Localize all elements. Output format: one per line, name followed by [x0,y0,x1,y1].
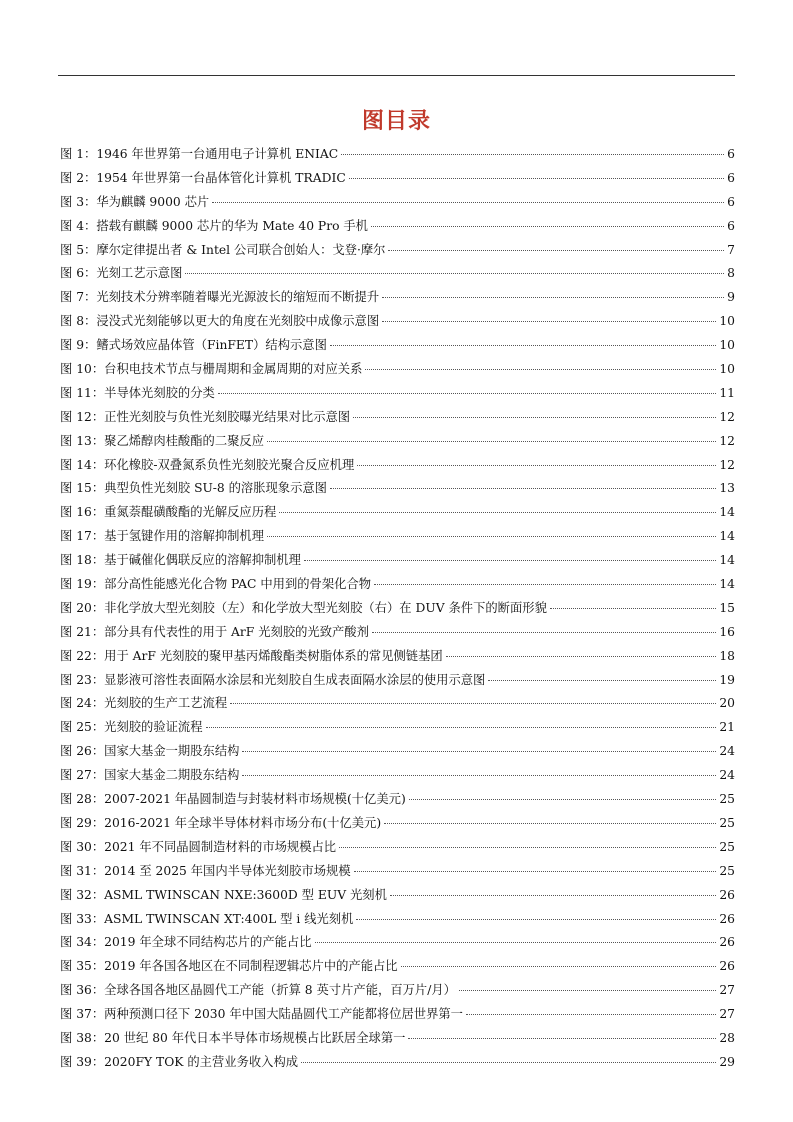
toc-entry[interactable] [60,286,735,310]
toc-entry[interactable] [60,501,735,525]
toc-leader-dots [488,680,716,681]
toc-leader-dots [267,441,716,442]
toc-leader-dots [242,751,716,752]
toc-entry-page: 7 [727,242,735,257]
toc-entry-label: 图 4：搭载有麒麟 9000 芯片的华为 Mate 40 Pro 手机 [60,218,368,233]
toc-leader-dots [390,895,716,896]
toc-entry[interactable] [60,669,735,693]
toc-entry-label: 图 19：部分高性能感光化合物 PAC 中用到的骨架化合物 [60,577,372,592]
toc-leader-dots [304,560,716,561]
toc-leader-dots [466,1014,716,1015]
toc-entry[interactable] [60,1051,735,1075]
toc-entry-label: 图 29：2016-2021 年全球半导体材料市场分布(十亿美元) [60,815,382,830]
toc-entry[interactable] [60,334,735,358]
toc-leader-dots [242,775,716,776]
toc-entry[interactable] [60,382,735,406]
toc-entry[interactable] [60,908,735,932]
toc-entry-page: 9 [727,290,735,305]
toc-leader-dots [371,226,724,227]
toc-entry-label: 图 21：部分具有代表性的用于 ArF 光刻胶的光致产酸剂 [60,624,369,639]
toc-entry-page: 19 [719,672,735,687]
toc-leader-dots [382,297,724,298]
toc-leader-dots [185,273,724,274]
toc-entry-page: 10 [719,338,735,353]
toc-entry-page: 10 [719,314,735,329]
toc-entry-page: 14 [719,505,735,520]
toc-entry[interactable] [60,239,735,263]
toc-leader-dots [374,584,716,585]
toc-entry-label: 图 34：2019 年全球不同结构芯片的产能占比 [60,935,312,950]
toc-entry-label: 图 15：典型负性光刻胶 SU-8 的溶胀现象示意图 [60,481,327,496]
toc-leader-dots [365,369,716,370]
toc-entry-label: 图 12：正性光刻胶与负性光刻胶曝光结果对比示意图 [60,409,351,424]
toc-entry-page: 25 [719,815,735,830]
toc-entry-label: 图 18：基于碱催化偶联反应的溶解抑制机理 [60,553,301,568]
toc-entry-label: 图 32：ASML TWINSCAN NXE:3600D 型 EUV 光刻机 [60,887,387,902]
toc-entry-page: 6 [727,147,735,161]
toc-entry-page: 25 [719,839,735,854]
toc-entry-page: 12 [719,409,735,424]
toc-entry[interactable] [60,812,735,836]
toc-entry-page: 13 [719,481,735,496]
toc-entry[interactable] [60,573,735,597]
toc-entry-label: 图 27：国家大基金二期股东结构 [60,768,240,783]
toc-entry[interactable] [60,454,735,478]
toc-entry[interactable] [60,430,735,454]
toc-leader-dots [446,656,717,657]
toc-entry[interactable] [60,692,735,716]
toc-leader-dots [550,608,716,609]
toc-leader-dots [353,417,716,418]
toc-entry-label: 图 1：1946 年世界第一台通用电子计算机 ENIAC [60,147,339,161]
toc-entry-label: 图 28：2007-2021 年晶圆制造与封装材料市场规模(十亿美元) [60,792,406,807]
toc-leader-dots [330,345,716,346]
toc-leader-dots [349,178,724,179]
toc-entry-label: 图 36：全球各国各地区晶圆代工产能（折算 8 英寸片产能，百万片/月） [60,983,456,998]
toc-entry[interactable] [60,310,735,334]
toc-entry-label: 图 16：重氮萘醌磺酸酯的光解反应历程 [60,505,277,520]
toc-entry[interactable] [60,740,735,764]
page-title: 图目录 [361,109,431,134]
toc-entry[interactable] [60,549,735,573]
toc-leader-dots [408,1038,716,1039]
toc-entry[interactable] [60,788,735,812]
toc-entry[interactable] [60,143,735,167]
toc-entry-label: 图 26：国家大基金一期股东结构 [60,744,240,759]
toc-entry-page: 8 [727,266,735,281]
toc-entry-page: 25 [719,792,735,807]
toc-entry[interactable] [60,860,735,884]
toc-entry-page: 10 [719,362,735,377]
toc-entry[interactable] [60,979,735,1003]
toc-leader-dots [357,465,716,466]
toc-entry-page: 14 [719,577,735,592]
toc-leader-dots [279,512,716,513]
toc-entry[interactable] [60,406,735,430]
toc-entry-label: 图 24：光刻胶的生产工艺流程 [60,696,228,711]
toc-entry-label: 图 2：1954 年世界第一台晶体管化计算机 TRADIC [60,170,346,185]
toc-entry-page: 16 [719,624,735,639]
toc-entry-label: 图 17：基于氢键作用的溶解抑制机理 [60,529,265,544]
toc-leader-dots [354,871,717,872]
toc-leader-dots [356,919,716,920]
toc-entry-label: 图 31：2014 至 2025 年国内半导体光刻胶市场规模 [60,863,351,878]
toc-entry-page: 14 [719,529,735,544]
toc-leader-dots [382,321,716,322]
toc-leader-dots [459,990,716,991]
toc-leader-dots [212,202,724,203]
toc-entry-label: 图 13：聚乙烯醇肉桂酸酯的二聚反应 [60,433,265,448]
toc-entry-page: 11 [719,385,735,400]
toc-entry-label: 图 6：光刻工艺示意图 [60,266,183,281]
toc-entry-page: 15 [719,600,735,615]
toc-entry-label: 图 14：环化橡胶-双叠氮系负性光刻胶光聚合反应机理 [60,457,355,472]
toc-entry-page: 24 [719,744,735,759]
toc-entry-label: 图 30：2021 年不同晶圆制造材料的市场规模占比 [60,839,337,854]
toc-entry[interactable] [60,215,735,239]
header-rule [58,75,735,76]
toc-entry-page: 12 [719,433,735,448]
toc-leader-dots [218,393,717,394]
toc-entry-label: 图 5：摩尔定律提出者 & Intel 公司联合创始人：戈登·摩尔 [60,242,386,257]
figure-list [60,143,735,1075]
toc-entry-page: 21 [719,720,735,735]
toc-leader-dots [341,154,724,155]
toc-entry[interactable] [60,525,735,549]
toc-entry[interactable] [60,931,735,955]
toc-entry-label: 图 20：非化学放大型光刻胶（左）和化学放大型光刻胶（右）在 DUV 条件下的断面形貌 [60,600,547,615]
toc-leader-dots [315,942,717,943]
toc-entry-label: 图 38：20 世纪 80 年代日本半导体市场规模占比跃居全球第一 [60,1030,406,1045]
toc-entry-page: 26 [719,935,735,950]
toc-leader-dots [301,1062,716,1063]
toc-entry-label: 图 35：2019 年各国各地区在不同制程逻辑芯片中的产能占比 [60,959,398,974]
toc-entry[interactable] [60,191,735,215]
toc-entry-label: 图 8：浸没式光刻能够以更大的角度在光刻胶中成像示意图 [60,314,380,329]
toc-entry-page: 6 [727,218,735,233]
toc-entry-label: 图 10：台积电技术节点与栅周期和金属周期的对应关系 [60,362,363,377]
toc-entry[interactable] [60,167,735,191]
toc-entry[interactable] [60,262,735,286]
toc-entry-label: 图 7：光刻技术分辨率随着曝光光源波长的缩短而不断提升 [60,290,380,305]
toc-entry-label: 图 25：光刻胶的验证流程 [60,720,203,735]
toc-entry-label: 图 23：显影液可溶性表面隔水涂层和光刻胶自生成表面隔水涂层的使用示意图 [60,672,486,687]
toc-entry-page: 29 [719,1054,735,1069]
toc-entry[interactable] [60,764,735,788]
toc-entry-page: 26 [719,959,735,974]
toc-entry[interactable] [60,1003,735,1027]
toc-entry-label: 图 11：半导体光刻胶的分类 [60,385,215,400]
toc-entry-page: 26 [719,911,735,926]
toc-leader-dots [339,847,716,848]
toc-entry[interactable] [60,836,735,860]
toc-leader-dots [401,966,717,967]
toc-leader-dots [330,488,716,489]
toc-leader-dots [409,799,717,800]
toc-entry[interactable] [60,1027,735,1051]
toc-entry-page: 6 [727,170,735,185]
toc-entry-page: 12 [719,457,735,472]
toc-entry[interactable] [60,597,735,621]
toc-leader-dots [230,703,716,704]
toc-entry[interactable] [60,358,735,382]
toc-leader-dots [206,727,717,728]
toc-entry-label: 图 33：ASML TWINSCAN XT:400L 型 i 线光刻机 [60,911,354,926]
toc-entry-label: 图 3：华为麒麟 9000 芯片 [60,194,210,209]
toc-entry[interactable] [60,645,735,669]
toc-entry[interactable] [60,716,735,740]
toc-entry-page: 27 [719,983,735,998]
toc-leader-dots [384,823,716,824]
toc-entry-page: 18 [719,648,735,663]
toc-entry-page: 6 [727,194,735,209]
toc-entry-page: 27 [719,1007,735,1022]
toc-entry-page: 24 [719,768,735,783]
toc-entry-page: 25 [719,863,735,878]
toc-entry[interactable] [60,621,735,645]
toc-entry-page: 14 [719,553,735,568]
toc-entry[interactable] [60,884,735,908]
toc-entry-label: 图 9：鳍式场效应晶体管（FinFET）结构示意图 [60,338,327,353]
toc-entry-label: 图 22：用于 ArF 光刻胶的聚甲基丙烯酸酯类树脂体系的常见侧链基团 [60,648,443,663]
toc-leader-dots [372,632,716,633]
toc-entry-page: 28 [719,1030,735,1045]
toc-entry-page: 26 [719,887,735,902]
toc-entry-label: 图 39：2020FY TOK 的主营业务收入构成 [60,1054,299,1069]
toc-entry[interactable] [60,477,735,501]
toc-leader-dots [267,536,716,537]
toc-entry-page: 20 [719,696,735,711]
toc-entry[interactable] [60,955,735,979]
toc-entry-label: 图 37：两种预测口径下 2030 年中国大陆晶圆代工产能都将位居世界第一 [60,1007,463,1022]
toc-leader-dots [388,250,724,251]
